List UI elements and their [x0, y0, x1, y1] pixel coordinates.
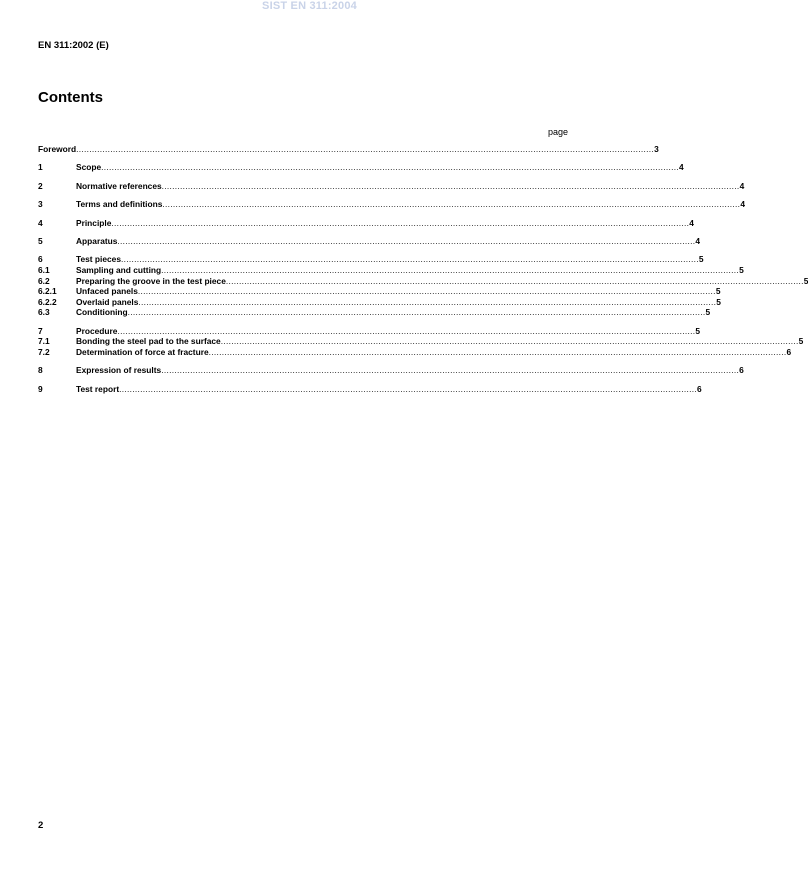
toc-entry-title: Bonding the steel pad to the surface: [76, 336, 221, 347]
toc-entry-title: Expression of results: [76, 365, 162, 376]
toc-entry-page: 5: [695, 325, 701, 336]
toc-entry-6-2-1[interactable]: [38, 286, 721, 297]
toc-entry-page: 3: [654, 144, 659, 154]
toc-entry-6-2[interactable]: [38, 275, 808, 287]
toc-entry-9[interactable]: [38, 383, 702, 395]
toc-entry-title: Normative references: [76, 180, 162, 191]
toc-entry-page: 5: [716, 296, 721, 307]
toc-entry-6-3[interactable]: [38, 307, 711, 318]
dot-leader: ............................................................................................................................................................................................................................: [119, 383, 698, 394]
toc-entry-page: 5: [698, 254, 704, 265]
toc-entry-title: Unfaced panels: [76, 286, 138, 297]
toc-entry-page: 4: [695, 235, 700, 246]
toc-entry-number: 2: [38, 180, 43, 191]
toc-entry-page: 5: [739, 264, 744, 275]
toc-entry-6-2-2[interactable]: [38, 296, 721, 308]
toc-entry-3[interactable]: [38, 199, 745, 210]
toc-entry-number: 5: [38, 235, 43, 246]
toc-entry-page: 4: [679, 162, 684, 173]
toc-entry-6-1[interactable]: [38, 264, 744, 276]
toc-entry-number: 7: [38, 325, 43, 336]
dot-leader: ............................................................................................................................................................................................................................: [127, 307, 706, 318]
dot-leader: ............................................................................................................................................................................................................................: [101, 162, 680, 173]
toc-entry-number: 6.1: [38, 264, 50, 275]
toc-entry-title: Principle: [76, 217, 112, 228]
table-of-contents: [38, 144, 808, 394]
toc-entry-title: Test pieces: [76, 254, 121, 265]
toc-entry-page: 5: [803, 275, 808, 286]
toc-entry-number: 7.2: [38, 346, 50, 357]
toc-entry-1[interactable]: [38, 162, 684, 173]
toc-entry-page: 4: [740, 199, 745, 210]
dot-leader: ............................................................................................................................................................................................................................: [220, 336, 799, 347]
toc-entry-6[interactable]: [38, 254, 704, 265]
contents-heading: Contents: [38, 89, 103, 106]
dot-leader: ............................................................................................................................................................................................................................: [121, 254, 699, 265]
toc-entry-number: 6: [38, 254, 43, 265]
toc-entry-title: Terms and definitions: [76, 199, 163, 210]
toc-entry-7-1[interactable]: [38, 336, 804, 347]
toc-entry-7-2[interactable]: [38, 346, 792, 358]
toc-entry-number: 3: [38, 199, 43, 210]
toc-entry-page: 5: [798, 336, 804, 347]
toc-entry-page: 5: [705, 307, 711, 318]
toc-entry-number: 6.2.2: [38, 296, 57, 307]
dot-leader: ............................................................................................................................................................................................................................: [161, 180, 740, 191]
dot-leader: ............................................................................................................................................................................................................................: [161, 365, 740, 376]
toc-entry-title: Foreword: [38, 144, 77, 154]
toc-entry-title: Conditioning: [76, 307, 128, 318]
toc-entry-title: Apparatus: [76, 235, 118, 246]
toc-entry-number: 8: [38, 365, 43, 376]
dot-leader: ............................................................................................................................................................................................................................: [111, 217, 690, 228]
toc-entry-8[interactable]: [38, 365, 744, 376]
toc-entry-title: Overlaid panels: [76, 296, 139, 307]
toc-entry-number: 6.3: [38, 307, 50, 318]
dot-leader: ............................................................................................................................................................................................................................: [225, 275, 804, 286]
page-column-label: page: [547, 127, 568, 137]
toc-entry-2[interactable]: [38, 180, 745, 192]
toc-entry-page: 6: [697, 383, 702, 394]
toc-entry-title: Procedure: [76, 325, 118, 336]
dot-leader: ............................................................................................................................................................................................................................: [162, 199, 741, 210]
dot-leader: ............................................................................................................................................................................................................................: [117, 235, 696, 246]
watermark: SIST EN 311:2004: [262, 0, 357, 12]
toc-entry-5[interactable]: [38, 235, 700, 247]
dot-leader: ............................................................................................................................................................................................................................: [117, 325, 696, 336]
toc-entry-number: 4: [38, 217, 43, 228]
toc-entry-page: 6: [786, 346, 792, 357]
dot-leader: ............................................................................................................................................................................................................................: [138, 296, 717, 307]
document-id: EN 311:2002 (E): [38, 40, 109, 51]
toc-entry-page: 4: [689, 217, 694, 228]
toc-entry-title: Preparing the groove in the test piece: [76, 275, 226, 286]
toc-entry-title: Scope: [76, 162, 102, 173]
toc-entry-title: Sampling and cutting: [76, 264, 162, 275]
toc-entry-page: 6: [739, 365, 744, 376]
toc-entry-number: 9: [38, 383, 43, 394]
toc-entry-number: 7.1: [38, 336, 50, 347]
toc-entry-4[interactable]: [38, 217, 694, 229]
toc-entry-title: Determination of force at fracture: [76, 346, 209, 357]
toc-entry-number: 1: [38, 162, 43, 173]
toc-entry-number: 6.2.1: [38, 286, 57, 297]
toc-entry-page: 5: [715, 286, 721, 297]
dot-leader: ............................................................................................................................................................................................................................: [161, 264, 740, 275]
toc-entry-7[interactable]: [38, 325, 701, 337]
dot-leader: ............................................................................................................................................................................................................................: [76, 144, 655, 154]
toc-entry-page: 4: [739, 180, 745, 191]
toc-entry-number: 6.2: [38, 275, 50, 286]
dot-leader: ............................................................................................................................................................................................................................: [137, 286, 716, 297]
toc-entry-foreword[interactable]: [38, 144, 659, 155]
page-number: 2: [38, 820, 44, 831]
dot-leader: ............................................................................................................................................................................................................................: [208, 346, 787, 357]
toc-entry-title: Test report: [76, 383, 120, 394]
